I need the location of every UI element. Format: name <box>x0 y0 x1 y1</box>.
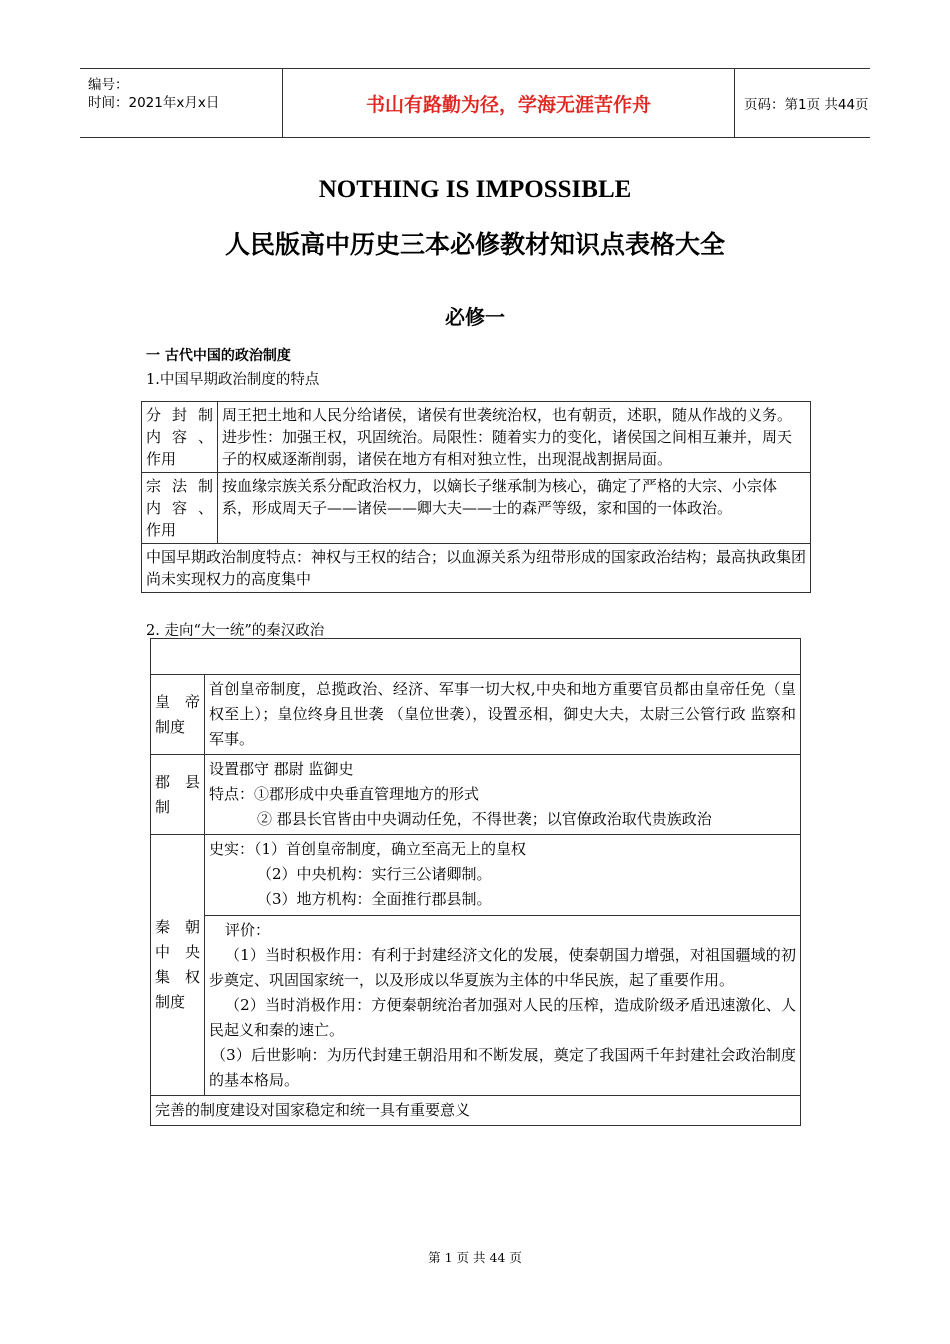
county-line: ② 郡县长官皆由中央调动任免，不得世袭；以官僚政治取代贵族政治 <box>257 810 712 828</box>
row-label <box>151 835 205 1096</box>
early-politics-table <box>141 401 811 593</box>
table-row <box>142 544 811 593</box>
row-label-line: 制度 <box>155 717 186 736</box>
fact-line: （3）地方机构：全面推行郡县制。 <box>257 890 492 908</box>
row-label-line: 中 央 <box>155 943 200 961</box>
table-summary: 中国早期政治制度特点：神权与王权的结合；以血源关系为纽带形成的国家政治结构；最高执政集团尚未实现权力的高度集中 <box>142 544 811 593</box>
eval-title: 评价： <box>225 921 271 939</box>
table-row <box>151 675 801 755</box>
row-label-line: 秦 朝 <box>155 918 200 936</box>
row-label <box>151 755 205 835</box>
table-header-row <box>151 639 801 675</box>
row-content: 首创皇帝制度，总揽政治、经济、军事一切大权,中央和地方重要官员都由皇帝任免（皇权至上）；皇位终身且世袭 （皇位世袭），设置丞相，御史大夫，太尉三公管行政 监察和军事。 <box>205 675 801 755</box>
row-label-line: 制度 <box>155 993 186 1011</box>
fact-line: （2）中央机构：实行三公诸卿制。 <box>257 865 492 883</box>
qin-facts <box>205 835 801 916</box>
page-info-cell <box>734 69 870 137</box>
fact-line: 史实：（1）首创皇帝制度，确立至高无上的皇权 <box>209 840 527 858</box>
eval-item: （2）当时消极作用：方便秦朝统治者加强对人民的压榨，造成阶级矛盾迅速激化、人民起义和秦的速亡。 <box>209 996 796 1039</box>
row-label-line: 宗 法 制 <box>146 477 213 495</box>
row-label-line: 作用 <box>146 521 177 539</box>
qin-evaluation <box>205 916 801 1096</box>
row-content: 按血缘宗族关系分配政治权力，以嫡长子继承制为核心，确定了严格的大宗、小宗体系，形成周天子——诸侯——卿大夫——士的森严等级，家和国的一体政治。 <box>218 473 811 544</box>
row-label <box>151 675 205 755</box>
doc-number-label: 编号： <box>88 77 129 93</box>
subsection-2-heading: 2. 走向“大一统”的秦汉政治 <box>146 623 325 639</box>
row-label-line: 皇 帝 <box>155 692 200 711</box>
row-label-line: 内 容 、 <box>146 499 213 517</box>
table-row <box>151 1096 801 1126</box>
table-row <box>151 755 801 835</box>
row-label-line: 分 封 制 <box>146 406 213 424</box>
doc-meta <box>80 69 282 137</box>
section-heading: 一 古代中国的政治制度 <box>146 348 291 364</box>
motto: 书山有路勤为径，学海无涯苦作舟 <box>365 93 651 116</box>
english-title: NOTHING IS IMPOSSIBLE <box>318 176 632 203</box>
row-label-line: 集 权 <box>155 968 200 986</box>
volume-heading: 必修一 <box>445 305 505 329</box>
table-row <box>142 473 811 544</box>
qin-han-table <box>150 638 801 1126</box>
table-summary: 完善的制度建设对国家稳定和统一具有重要意义 <box>151 1096 801 1126</box>
motto-cell <box>282 69 735 137</box>
row-label <box>142 473 218 544</box>
empty-header-cell <box>151 639 801 675</box>
document-title: 人民版高中历史三本必修教材知识点表格大全 <box>224 230 725 259</box>
row-label-line: 作用 <box>146 450 177 468</box>
table-row <box>151 835 801 916</box>
row-label <box>142 402 218 473</box>
page-header <box>80 68 870 138</box>
table-row <box>151 916 801 1096</box>
county-line: 设置郡守 郡尉 监御史 <box>209 760 354 778</box>
row-label-line: 郡 县 <box>155 772 200 791</box>
page-info: 页码：第1页 共44页 <box>744 97 869 113</box>
table-row <box>142 402 811 473</box>
row-label-line: 内 容 、 <box>146 428 213 446</box>
eval-item: （3）后世影响：为历代封建王朝沿用和不断发展，奠定了我国两千年封建社会政治制度的基本格局。 <box>209 1046 796 1089</box>
county-line: 特点：①郡形成中央垂直管理地方的形式 <box>209 785 480 803</box>
row-content: 周王把土地和人民分给诸侯，诸侯有世袭统治权，也有朝贡，述职，随从作战的义务。进步性：加强王权，巩固统治。局限性：随着实力的变化，诸侯国之间相互兼并，周天子的权威逐渐削弱，诸侯在地方有相对独立性，出现混战割据局面。 <box>218 402 811 473</box>
row-content <box>205 755 801 835</box>
row-label-line: 制 <box>155 797 171 816</box>
page-footer: 第 1 页 共 44 页 <box>428 1250 522 1265</box>
eval-item: （1）当时积极作用：有利于封建经济文化的发展，使秦朝国力增强，对祖国疆域的初步奠定、巩固国家统一，以及形成以华夏族为主体的中华民族，起了重要作用。 <box>209 946 796 989</box>
subsection-1-heading: 1.中国早期政治制度的特点 <box>146 372 320 388</box>
doc-date: 时间：2021年x月x日 <box>88 95 220 111</box>
